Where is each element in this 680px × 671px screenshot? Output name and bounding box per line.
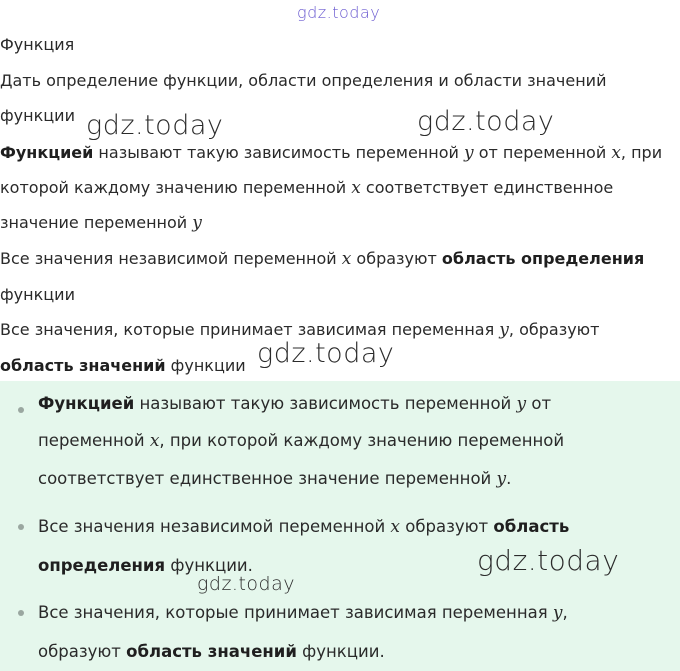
text: , при которой каждому значению переменной <box>159 431 565 450</box>
text: соответствует единственное значение переменной <box>38 469 497 488</box>
page-title: Функция <box>0 35 75 54</box>
text: образуют <box>400 517 494 536</box>
answer-panel <box>0 381 680 671</box>
bullet-icon <box>18 407 24 413</box>
domain-line <box>0 249 644 269</box>
var-x: x <box>341 249 352 269</box>
text: Все значения, которые принимает зависимая переменная <box>0 320 500 339</box>
var-y: y <box>499 320 509 340</box>
text: , образуют <box>508 320 600 339</box>
definition-line <box>0 213 202 233</box>
text: переменной <box>38 431 150 450</box>
answer-line <box>38 430 564 452</box>
var-x: x <box>149 431 160 451</box>
watermark: gdz.today <box>417 106 555 137</box>
bullet-icon <box>18 524 24 530</box>
var-y: y <box>192 213 202 233</box>
answer-line <box>38 641 385 663</box>
text: от <box>526 394 552 413</box>
text: образуют <box>38 642 127 661</box>
answer-line <box>38 516 569 538</box>
watermark-top: gdz.today <box>297 3 381 22</box>
text: , при <box>620 143 663 162</box>
text: , <box>562 603 568 622</box>
var-y: y <box>464 143 474 163</box>
text: соответствует единственное <box>360 178 614 197</box>
text: . <box>506 469 512 488</box>
text: Все значения независимой переменной <box>0 249 342 268</box>
range-line <box>0 320 599 340</box>
watermark: gdz.today <box>86 110 224 141</box>
text: образуют <box>351 249 442 268</box>
var-y: y <box>496 469 507 489</box>
var-x: x <box>611 143 621 163</box>
definition-line <box>0 143 662 163</box>
text: называют такую зависимость переменной <box>134 394 517 413</box>
watermark: gdz.today <box>197 573 295 595</box>
text: называют такую зависимость переменной <box>93 143 464 162</box>
task-text: Дать определение функции, области определения и области значений <box>0 71 607 90</box>
term-function: Функцией <box>0 143 94 162</box>
var-y: y <box>552 603 563 623</box>
answer-line <box>38 602 568 624</box>
text: значение переменной <box>0 213 193 232</box>
term-domain: определения <box>38 556 166 575</box>
term-domain: область <box>493 517 570 536</box>
term-range: область значений <box>0 356 166 375</box>
text: Все значения независимой переменной <box>38 517 391 536</box>
watermark: gdz.today <box>477 544 620 577</box>
domain-line: функции <box>0 285 75 304</box>
text: функции. <box>296 642 385 661</box>
term-function: Функцией <box>38 394 135 413</box>
term-domain: область определения <box>441 249 645 268</box>
task-text: функции <box>0 106 75 125</box>
range-line <box>0 356 246 376</box>
watermark: gdz.today <box>257 338 395 369</box>
var-x: x <box>390 517 401 537</box>
var-x: x <box>351 178 361 198</box>
var-y: y <box>516 394 527 414</box>
answer-line <box>38 468 511 490</box>
text: Все значения, которые принимает зависимая переменная <box>38 603 553 622</box>
text: от переменной <box>473 143 612 162</box>
text: которой каждому значению переменной <box>0 178 352 197</box>
definition-line <box>0 178 613 198</box>
text: функции <box>165 356 246 375</box>
answer-line <box>38 393 551 415</box>
text: функции. <box>165 556 253 575</box>
term-range: область значений <box>126 642 297 661</box>
bullet-icon <box>18 610 24 616</box>
